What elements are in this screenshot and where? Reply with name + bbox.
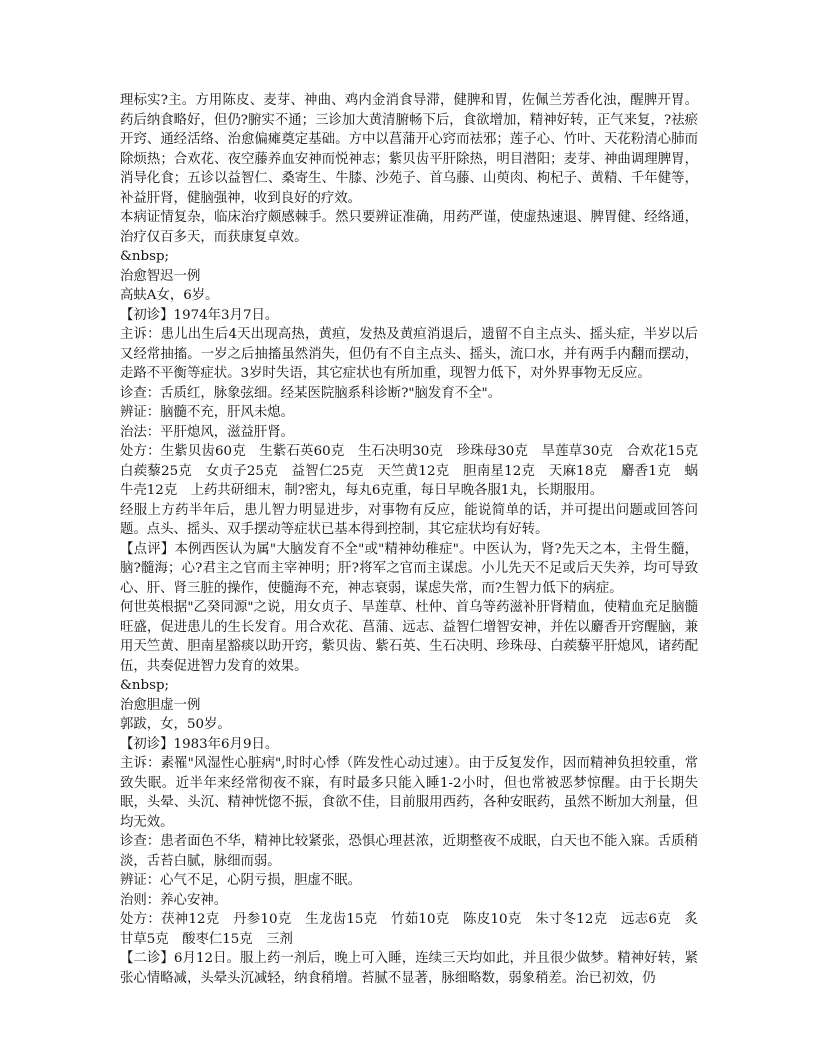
paragraph: 主诉：患儿出生后4天出现高热，黄疸，发热及黄疸消退后，遗留不自主点头、摇头症，半岁以后又经常抽搐。一岁之后抽搐虽然消失，但仍有不自主点头、摇头，流口水，并有两手内翻而摆动，走路不平衡等症状。3岁时失语，其它症状也有所加重，现智力低下，对外界事物无反应。: [120, 327, 698, 381]
paragraph: &nbsp;: [120, 678, 170, 693]
prescription: 处方：茯神12克 丹参10克 生龙齿15克 竹茹10克 陈皮10克 朱寸冬12克 远志6克 炙甘草5克 酸枣仁15克 三剂: [120, 912, 698, 947]
paragraph: 经服上方药半年后，患儿智力明显进步，对事物有反应，能说简单的话，并可提出问题或回答问题。点头、摇头、双手摆动等症状已基本得到控制，其它症状均有好转。: [120, 502, 698, 537]
paragraph: 辨证：脑髓不充，肝风未熄。: [120, 405, 295, 420]
paragraph: 辨证：心气不足，心阴亏损，胆虚不眠。: [120, 873, 362, 888]
paragraph: 诊查：舌质红，脉象弦细。经某医院脑系科诊断?"脑发育不全"。: [120, 385, 502, 401]
paragraph: 何世英根据"乙癸同源"之说，用女贞子、旱莲草、杜仲、首乌等药滋补肝肾精血，使精血充足脑髓旺盛，促进患儿的生长发育。用合欢花、菖蒲、远志、益智仁增智安神，并佐以麝香开窍醒脑，兼用天竺黄、胆南星豁痰以助开窍，紫贝齿、紫石英、生石决明、珍珠母、白蒺藜平肝熄风，诸药配伍，共奏促进智力发育的效果。: [120, 600, 698, 674]
paragraph: 治法：平肝熄风，滋益肝肾。: [120, 424, 295, 440]
paragraph: 主诉：素罹"风湿性心脏病",时时心悸（阵发性心动过速）。由于反复发作，因而精神负担较重，常致失眠。近半年来经常彻夜不寐，有时最多只能入睡1-2小时，但也常被恶梦惊醒。由于长期失眠，头晕、头沉、精神恍惚不振，食欲不佳，目前服用西药，各种安眠药，虽然不断加大剂量，但均无效。: [120, 756, 698, 830]
prescription: 处方：生紫贝齿60克 生紫石英60克 生石决明30克 珍珠母30克 旱莲草30克 合欢花15克 白蒺藜25克 女贞子25克 益智仁25克 天竺黄12克 胆南星12克 天麻18克 麝香1克 蜗牛壳12克 上药共研细末，制?密丸，每丸6克重，每日早晚各服1丸，长期服用。: [120, 444, 712, 498]
paragraph: 治则：养心安神。: [120, 892, 228, 908]
patient-info: 郭跋，女，50岁。: [120, 717, 231, 732]
visit-heading: 【初诊】1974年3月7日。: [120, 307, 279, 323]
document-page: [120, 91, 712, 988]
paragraph: &nbsp;: [120, 249, 170, 264]
paragraph: 诊查：患者面色不华，精神比较紧张，恐惧心理甚浓，近期整夜不成眠，白天也不能入寐。舌质稍淡，舌苔白腻，脉细而弱。: [120, 834, 698, 869]
visit-heading: 【初诊】1983年6月9日。: [120, 736, 279, 752]
section-title: 治愈智迟一例: [120, 268, 201, 284]
commentary: 【点评】本例西医认为属"大脑发育不全"或"精神幼稚症"。中医认为，肾?先天之本，主骨生髓，脑?髓海；心?君主之官而主宰神明；肝?将军之官而主谋虑。小儿先天不足或后天失养，均可导致心、肝、肾三脏的操作，使髓海不充，神志衰弱，谋虑失常，而?生智力低下的病症。: [120, 541, 698, 596]
patient-info: 高蚨A女，6岁。: [120, 288, 219, 303]
section-title: 治愈胆虚一例: [120, 697, 201, 713]
visit-heading: 【二诊】6月12日。服上药一剂后，晚上可入睡，连续三天均如此，并且很少做梦。精神好转，紧张心情略减，头晕头沉减轻，纳食稍增。苔腻不显著，脉细略数，弱象稍差。治已初效，仍: [120, 951, 698, 986]
paragraph: 理标实?主。方用陈皮、麦芽、神曲、鸡内金消食导滞，健脾和胃，佐佩兰芳香化浊，醒脾开胃。药后纳食略好，但仍?腑实不通；三诊加大黄清腑畅下后，食欲增加，精神好转，正气来复，?祛瘀开窍、通经活络、治愈偏瘫奠定基础。方中以菖蒲开心窍而祛邪；莲子心、竹叶、天花粉清心肺而除烦热；合欢花、夜空藤养血安神而悦神志；紫贝齿平肝除热，明目潜阳；麦芽、神曲调理脾胃，消导化食；五诊以益智仁、桑寄生、牛膝、沙苑子、首乌藤、山萸肉、枸杞子、黄精、千年健等，补益肝肾，健脑强神，收到良好的疗效。: [120, 93, 698, 206]
paragraph: 本病证情复杂，临床治疗颇感棘手。然只要辨证准确，用药严谨，使虚热速退、脾胃健、经络通，治疗仅百多天，而获康复卓效。: [120, 210, 698, 245]
